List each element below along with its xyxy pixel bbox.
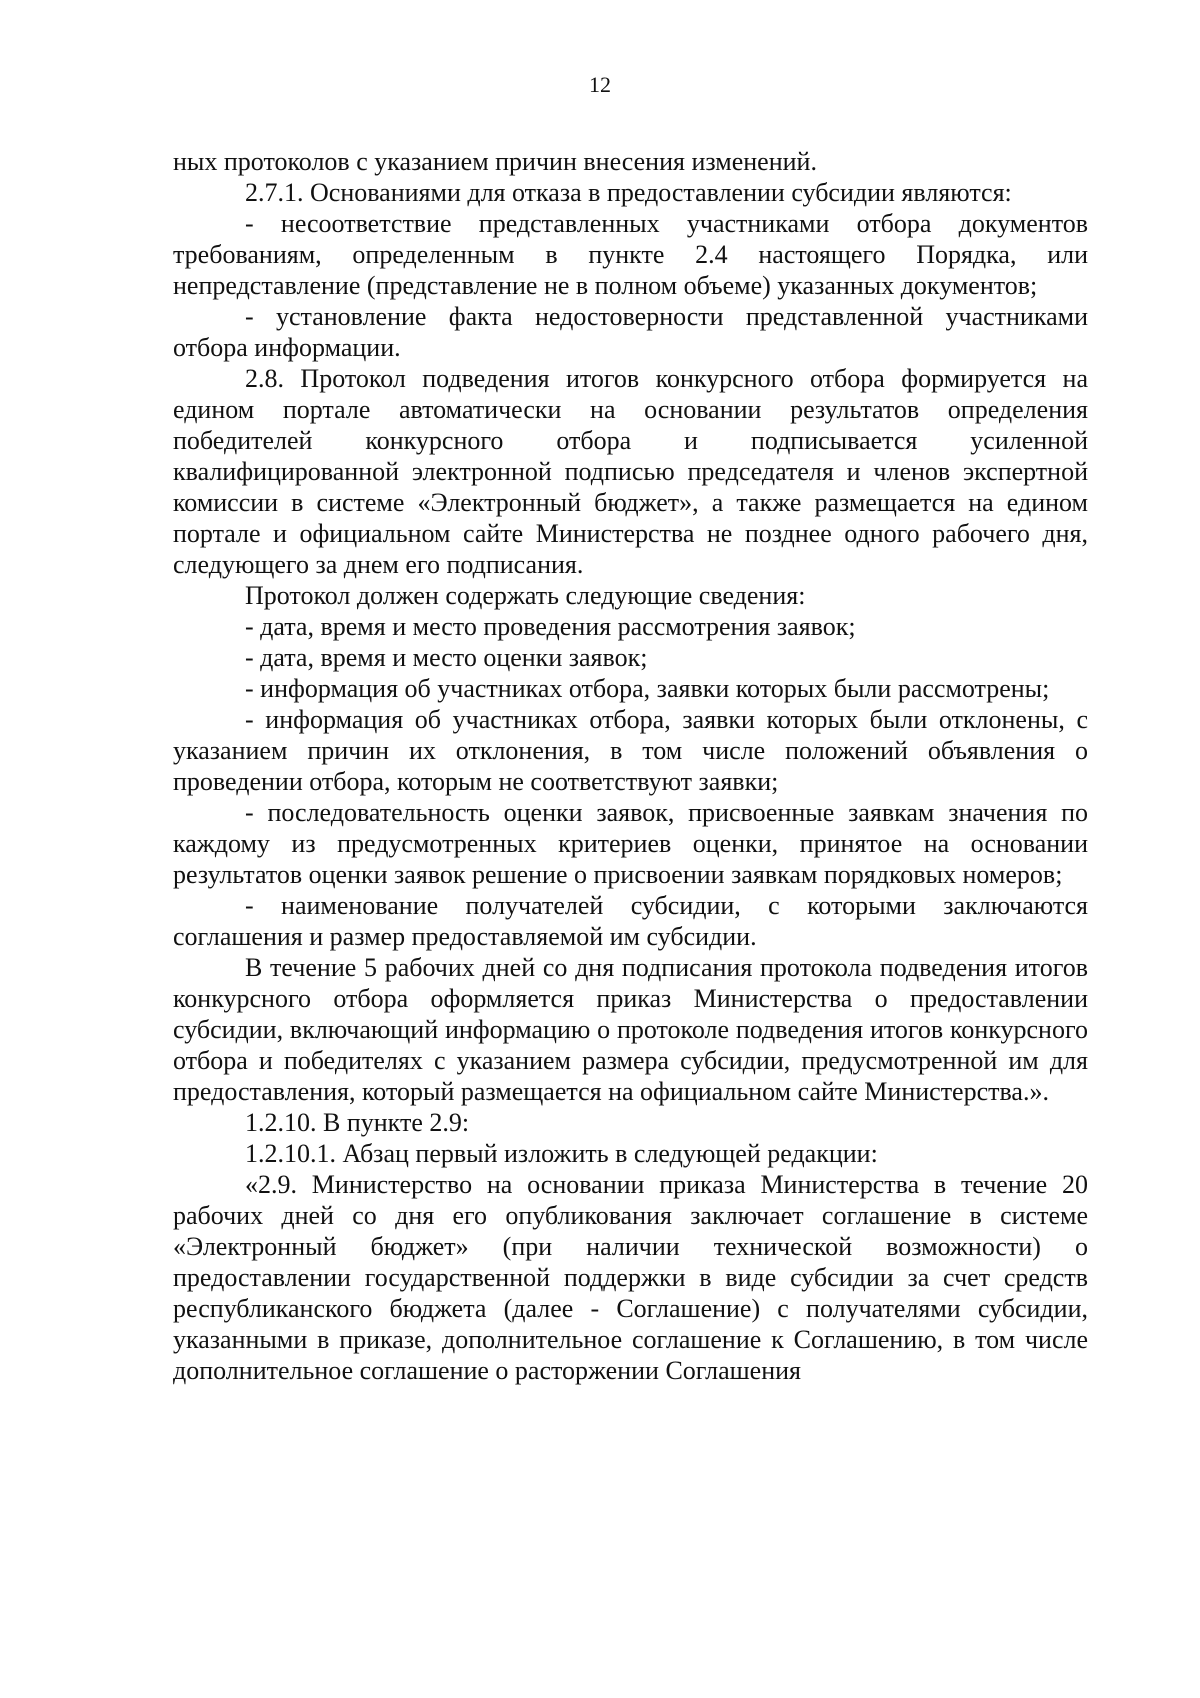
page-number: 12	[589, 72, 611, 97]
paragraph: - наименование получателей субсидии, с которыми заключаются соглашения и размер предоставляемой им субсидии.	[173, 891, 1088, 951]
paragraph: - дата, время и место оценки заявок;	[245, 643, 648, 672]
paragraph: - несоответствие представленных участниками отбора документов требованиям, определенным в пункте 2.4 настоящего Порядка, или непредставление (представление не в полном объеме) указанных документов;	[173, 209, 1088, 300]
paragraph: Протокол должен содержать следующие сведения:	[245, 581, 806, 610]
paragraph: 2.7.1. Основаниями для отказа в предоставлении субсидии являются:	[245, 178, 1012, 207]
document-body	[173, 146, 1088, 1386]
paragraph: 1.2.10.1. Абзац первый изложить в следующей редакции:	[245, 1139, 878, 1168]
paragraph: 2.8. Протокол подведения итогов конкурсного отбора формируется на едином портале автоматически на основании результатов определения победителей конкурсного отбора и подписывается усиленной квалифицированной электронной подписью председателя и членов экспертной комиссии в системе «Электронный бюджет», а также размещается на едином портале и официальном сайте Министерства не позднее одного рабочего дня, следующего за днем его подписания.	[173, 364, 1088, 579]
paragraph: В течение 5 рабочих дней со дня подписания протокола подведения итогов конкурсного отбора оформляется приказ Министерства о предоставлении субсидии, включающий информацию о протоколе подведения итогов конкурсного отбора и победителях с указанием размера субсидии, предусмотренной им для предоставления, который размещается на официальном сайте Министерства.».	[173, 953, 1088, 1106]
paragraph: «2.9. Министерство на основании приказа Министерства в течение 20 рабочих дней со дня его опубликования заключает соглашение в системе «Электронный бюджет» (при наличии технической возможности) о предоставлении государственной поддержки в виде субсидии за счет средств республиканского бюджета (далее - Соглашение) с получателями субсидии, указанными в приказе, дополнительное соглашение к Соглашению, в том числе дополнительное соглашение о расторжении Соглашения	[173, 1170, 1088, 1385]
paragraph: - информация об участниках отбора, заявки которых были отклонены, с указанием причин их отклонения, в том числе положений объявления о проведении отбора, которым не соответствуют заявки;	[173, 705, 1088, 796]
paragraph: - информация об участниках отбора, заявки которых были рассмотрены;	[245, 674, 1050, 703]
paragraph: ных протоколов с указанием причин внесения изменений.	[173, 147, 817, 176]
paragraph: - последовательность оценки заявок, присвоенные заявкам значения по каждому из предусмотренных критериев оценки, принятое на основании результатов оценки заявок решение о присвоении заявкам порядковых номеров;	[173, 798, 1088, 889]
paragraph: - дата, время и место проведения рассмотрения заявок;	[245, 612, 856, 641]
paragraph: 1.2.10. В пункте 2.9:	[245, 1108, 470, 1137]
paragraph: - установление факта недостоверности представленной участниками отбора информации.	[173, 302, 1088, 362]
